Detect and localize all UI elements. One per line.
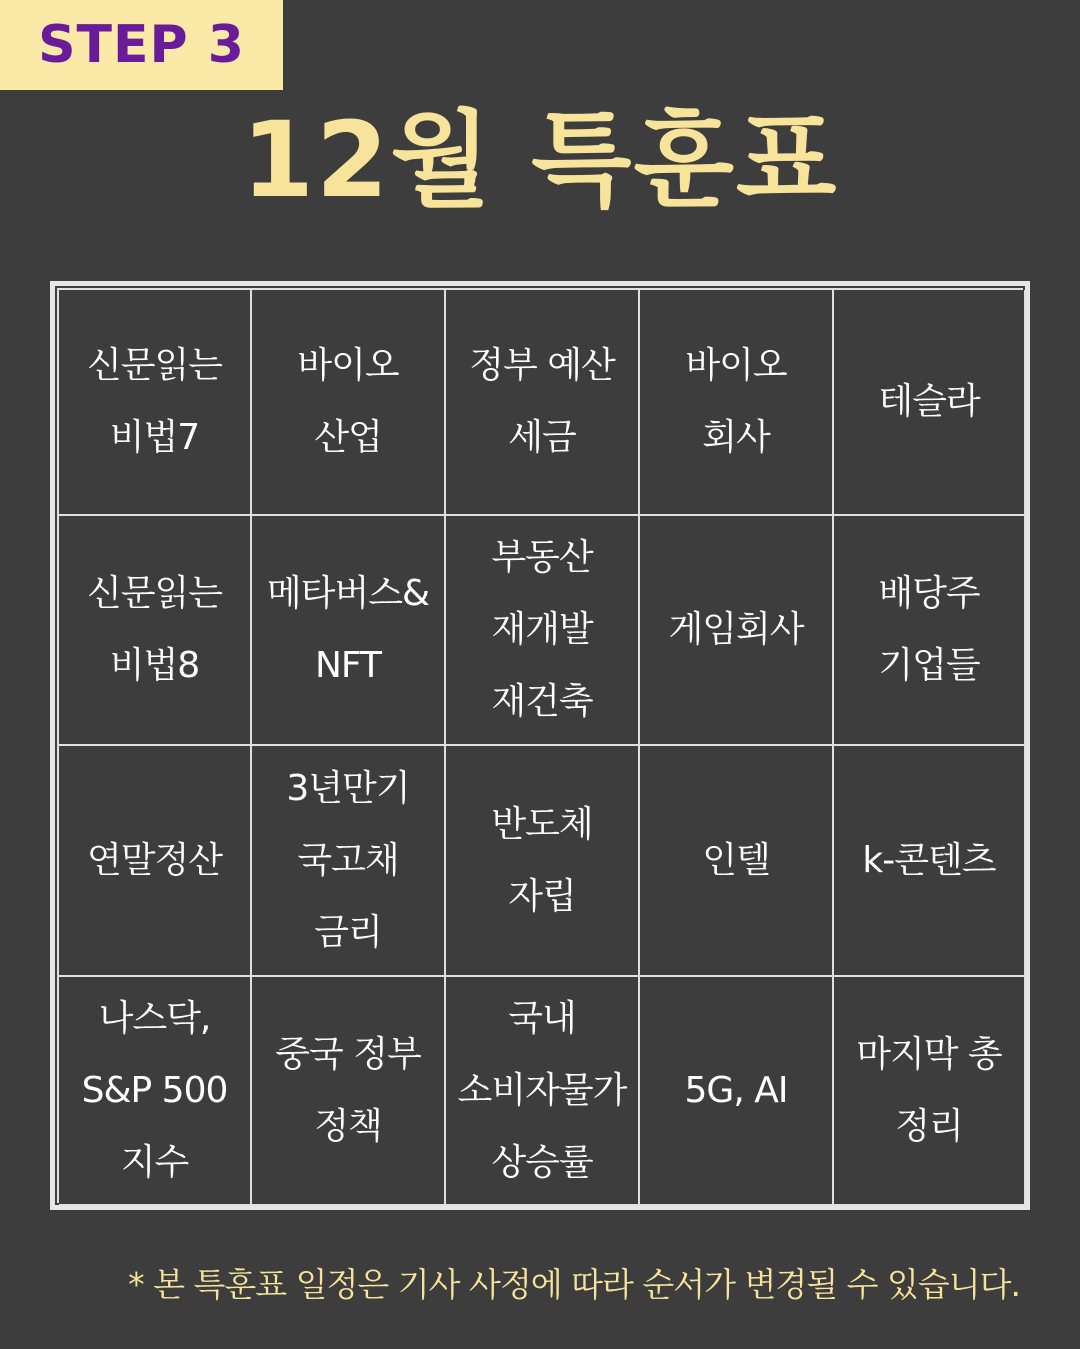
cell-label: k-콘텐츠	[862, 839, 996, 881]
table-cell	[640, 977, 834, 1206]
page-title: 12월 특훈표	[241, 99, 839, 221]
table-cell	[446, 746, 640, 977]
schedule-grid	[57, 288, 1023, 1203]
cell-label: 부동산 재개발 재건축	[491, 537, 593, 722]
table-cell	[446, 977, 640, 1206]
cell-label: 3년만기 국고채 금리	[286, 767, 410, 953]
step-badge-label: STEP 3	[38, 15, 245, 75]
cell-label: 테슬라	[878, 381, 980, 422]
table-cell	[834, 290, 1026, 516]
cell-label: 나스닥, S&P 500 지수	[81, 997, 228, 1183]
cell-label: 마지막 총 정리	[856, 1033, 1002, 1147]
table-cell	[59, 977, 252, 1206]
table-cell	[834, 516, 1026, 746]
table-cell	[446, 516, 640, 746]
cell-label: 신문읽는 비법8	[86, 573, 223, 686]
cell-label: 정부 예산 세금	[469, 345, 615, 458]
cell-label: 국내 소비자물가 상승률	[457, 997, 627, 1183]
table-cell	[640, 516, 834, 746]
table-cell	[252, 746, 446, 977]
table-cell	[834, 977, 1026, 1206]
step-badge	[0, 0, 283, 90]
footnote: * 본 특훈표 일정은 기사 사정에 따라 순서가 변경될 수 있습니다.	[128, 1265, 1020, 1304]
cell-label: 게임회사	[668, 609, 804, 650]
cell-label: 바이오 산업	[297, 345, 399, 458]
table-cell	[252, 290, 446, 516]
cell-label: 인텔	[702, 839, 770, 881]
cell-label: 신문읽는 비법7	[86, 345, 223, 458]
cell-label: 5G, AI	[684, 1069, 788, 1111]
cell-label: 메타버스& NFT	[266, 573, 430, 686]
table-cell	[446, 290, 640, 516]
cell-label: 반도체 자립	[491, 803, 593, 917]
table-cell	[252, 977, 446, 1206]
table-cell	[252, 516, 446, 746]
table-cell	[834, 746, 1026, 977]
table-cell	[59, 516, 252, 746]
schedule-table	[50, 281, 1030, 1210]
table-cell	[640, 746, 834, 977]
table-cell	[59, 746, 252, 977]
cell-label: 중국 정부 정책	[275, 1033, 421, 1147]
cell-label: 바이오 회사	[685, 345, 787, 458]
cell-label: 배당주 기업들	[878, 573, 980, 686]
table-cell	[640, 290, 834, 516]
table-cell	[59, 290, 252, 516]
cell-label: 연말정산	[86, 839, 223, 881]
